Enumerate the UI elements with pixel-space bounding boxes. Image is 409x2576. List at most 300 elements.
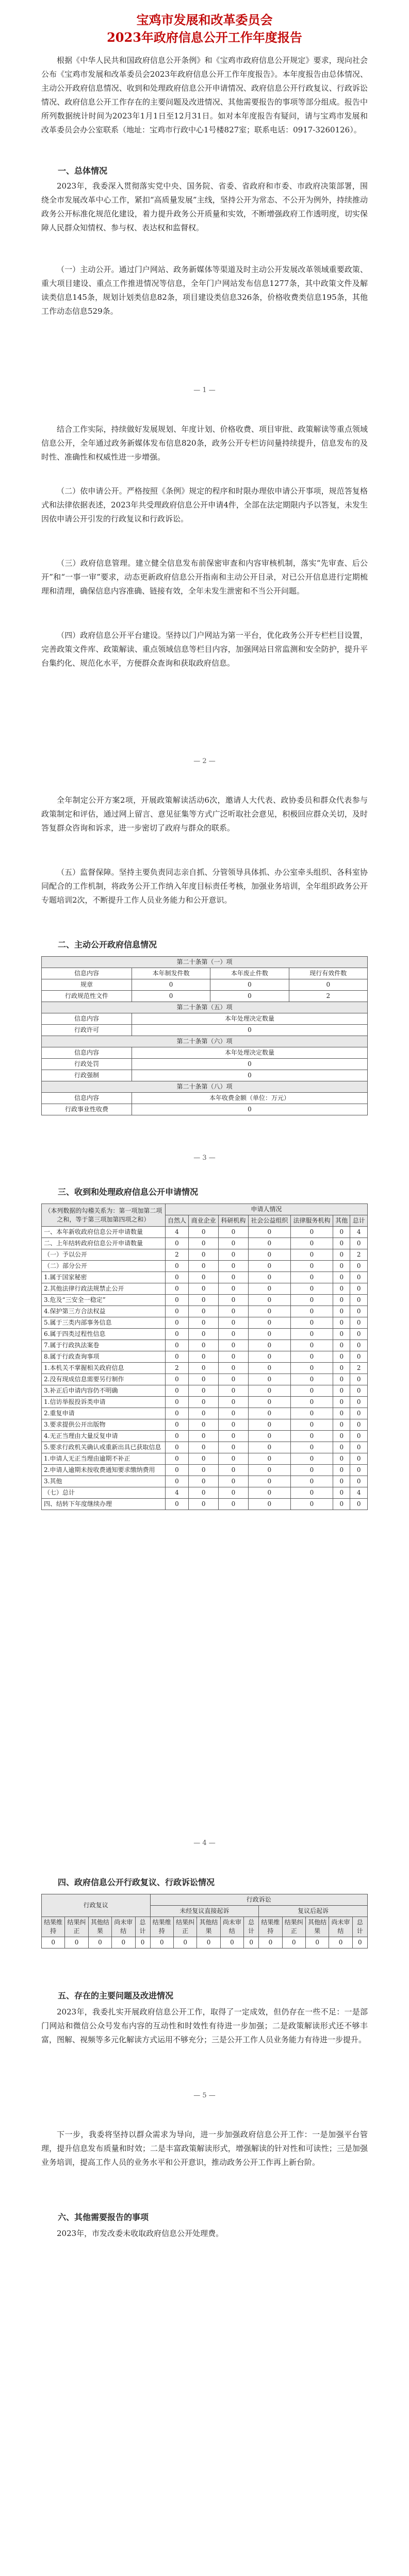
t3-cell: 0 [290, 1317, 333, 1329]
t3-cell: 0 [165, 1453, 189, 1465]
t3-cell: 0 [350, 1272, 368, 1283]
t2-cell: 0 [132, 991, 210, 1002]
t3-cell: 0 [290, 1295, 333, 1306]
t3-cell: 0 [290, 1499, 333, 1510]
t3-cell: 0 [333, 1408, 350, 1419]
t3-cell: 0 [290, 1385, 333, 1397]
t3-cell: 0 [189, 1249, 219, 1261]
t3-cell: 0 [219, 1397, 249, 1408]
t3-cell: 0 [350, 1465, 368, 1476]
t3-cell: 0 [165, 1408, 189, 1419]
t3-cell: 4 [350, 1487, 368, 1499]
t4-col: 尚未审结 [112, 1917, 135, 1937]
t3-cell: 0 [290, 1442, 333, 1453]
page-number-2: — 2 — [193, 757, 216, 765]
t3-cell: 0 [290, 1476, 333, 1487]
t3-cell: 0 [165, 1465, 189, 1476]
t3-cell: 0 [290, 1453, 333, 1465]
t3-cell: 0 [219, 1295, 249, 1306]
t3-cell: 0 [189, 1431, 219, 1442]
t3-cell: 0 [350, 1374, 368, 1385]
t3-cell: 0 [333, 1340, 350, 1351]
t3-cell: 0 [290, 1408, 333, 1419]
t3-cell: 0 [189, 1227, 219, 1238]
t3-cell: 0 [189, 1272, 219, 1283]
t3-cell: 0 [248, 1340, 290, 1351]
t4-col: 结果纠正 [65, 1917, 88, 1937]
t3-cell: 0 [248, 1227, 290, 1238]
t3-cell: 0 [165, 1499, 189, 1510]
t3-cell: 0 [248, 1419, 290, 1431]
t3-row-label: 2.重复申请 [42, 1408, 166, 1419]
t3-cell: 0 [350, 1408, 368, 1419]
t2-head-3: 第二十条第（六）项 [42, 1036, 368, 1047]
t3-cell: 0 [248, 1261, 290, 1272]
t3-cell: 0 [290, 1487, 333, 1499]
t3-cell: 0 [333, 1499, 350, 1510]
t3-cell: 0 [248, 1329, 290, 1340]
report-title-line1: 宝鸡市发展和改革委员会 [136, 12, 273, 27]
t3-cell: 0 [165, 1317, 189, 1329]
t2-col: 本年制发件数 [132, 968, 210, 979]
t3-cell: 0 [333, 1295, 350, 1306]
table-row [42, 1453, 368, 1465]
t3-cell: 2 [350, 1363, 368, 1374]
t4-cell: 0 [220, 1937, 243, 1948]
t3-cell: 0 [333, 1317, 350, 1329]
t2-col: 本年处理决定数量 [132, 1013, 367, 1025]
t3-row-label: 四、结转下年度继续办理 [42, 1499, 166, 1510]
t3-cell: 0 [219, 1431, 249, 1442]
t4-col: 总计 [135, 1917, 150, 1937]
t3-cell: 0 [189, 1283, 219, 1295]
t3-cell: 0 [350, 1283, 368, 1295]
t3-cell: 0 [219, 1374, 249, 1385]
t3-cell: 0 [165, 1351, 189, 1363]
table-row [42, 1385, 368, 1397]
t3-row-label: 5.属于三类内部事务信息 [42, 1317, 166, 1329]
t2-head-2: 第二十条第（五）项 [42, 1002, 368, 1013]
t3-cell: 0 [189, 1317, 219, 1329]
t3-cell: 0 [189, 1385, 219, 1397]
t3-cell: 0 [189, 1476, 219, 1487]
t2-col: 信息内容 [42, 968, 132, 979]
t3-cell: 0 [165, 1261, 189, 1272]
t3-cell: 0 [290, 1238, 333, 1249]
t3-cell: 0 [350, 1431, 368, 1442]
t4-cell: 0 [352, 1937, 367, 1948]
t3-row-label: 7.属于行政执法案卷 [42, 1340, 166, 1351]
t4-sub-b2: 复议后起诉 [259, 1906, 368, 1917]
t2-cell: 0 [132, 1104, 367, 1115]
t4-cell: 0 [42, 1937, 65, 1948]
t4-col: 结果纠正 [174, 1917, 197, 1937]
t3-row-label: 2.其他法律行政法规禁止公开 [42, 1283, 166, 1295]
t2-cell: 0 [210, 979, 289, 991]
t3-cell: 0 [290, 1351, 333, 1363]
t4-col: 总计 [244, 1917, 259, 1937]
t2-cell: 规章 [42, 979, 132, 991]
t3-cell: 0 [350, 1238, 368, 1249]
t3-cell: 0 [219, 1385, 249, 1397]
t4-cell: 0 [65, 1937, 88, 1948]
t3-cell: 0 [189, 1408, 219, 1419]
t3-cell: 0 [350, 1453, 368, 1465]
page-number-3: — 3 — [193, 1154, 216, 1162]
table-row [42, 1431, 368, 1442]
table-row [42, 1340, 368, 1351]
t3-cell: 0 [219, 1476, 249, 1487]
t2-head-1: 第二十条第（一）项 [42, 957, 368, 968]
t3-cell: 2 [350, 1249, 368, 1261]
page-2-paragraph-2: （二）依申请公开。严格按照《条例》规定的程序和时限办理依申请公开事项，规范答复格式和法律依据表述，2023年共受理政府信息公开申请4件，全部在法定期限内予以答复，未发生因依申请公开引发的行政复议和行政诉讼。 [41, 486, 368, 523]
t3-cell: 0 [165, 1476, 189, 1487]
t2-cell: 0 [132, 979, 210, 991]
t3-cell: 0 [165, 1397, 189, 1408]
t3-cell: 0 [290, 1306, 333, 1317]
page-2-paragraph-1: 结合工作实际，持续做好发展规划、年度计划、价格收费、项目审批、政策解读等重点领域信息公开，全年通过政务新媒体发布信息820条，政务公开专栏访问量持续提升，信息发布的及时性、准确性和权威性进一步增强。 [41, 425, 368, 462]
t3-cell: 0 [219, 1453, 249, 1465]
table-row [42, 1283, 368, 1295]
t4-col: 尚未审结 [329, 1917, 352, 1937]
t2-col: 本年处理决定数量 [132, 1047, 367, 1059]
t3-cell: 0 [333, 1442, 350, 1453]
table-row [42, 1419, 368, 1431]
t3-cell: 4 [165, 1227, 189, 1238]
t3-cell: 0 [350, 1295, 368, 1306]
t2-cell: 0 [210, 991, 289, 1002]
t3-cell: 0 [219, 1419, 249, 1431]
t3-cell: 0 [165, 1329, 189, 1340]
table-row [42, 1397, 368, 1408]
table-row [42, 1261, 368, 1272]
t3-cell: 0 [248, 1397, 290, 1408]
t2-col: 信息内容 [42, 1047, 132, 1059]
section-6-paragraph-1: 2023年，市发改委未收取政府信息公开处理费。 [57, 2229, 224, 2238]
t3-cell: 0 [165, 1385, 189, 1397]
table-row [42, 1238, 368, 1249]
section-1-paragraph-2: （一）主动公开。通过门户网站、政务新媒体等渠道及时主动公开发展改革领域重要政策、重大项目建设、重点工作推进情况等信息，全年门户网站发布信息1277条，其中政策文件及解读类信息145条，规划计划类信息82条，项目建设类信息326条，价格收费类信息195条，其他工作动态信息529条。 [41, 265, 368, 316]
t3-cell: 0 [290, 1329, 333, 1340]
t2-cell: 0 [289, 979, 367, 991]
t3-cell: 0 [333, 1476, 350, 1487]
t3-cell: 4 [165, 1487, 189, 1499]
table-row [42, 1442, 368, 1453]
t4-cell: 0 [306, 1937, 329, 1948]
t3-cell: 0 [219, 1317, 249, 1329]
t3-cell: 0 [350, 1499, 368, 1510]
t3-cell: 0 [248, 1442, 290, 1453]
t3-cell: 0 [219, 1487, 249, 1499]
t4-cell: 0 [329, 1937, 352, 1948]
t3-cell: 0 [333, 1363, 350, 1374]
t4-cell: 0 [174, 1937, 197, 1948]
t4-col: 结果维持 [150, 1917, 173, 1937]
t3-row-label: 一、本年新收政府信息公开申请数量 [42, 1227, 166, 1238]
t3-row-label: 2.申请人逾期未按收费通知要求缴纳费用 [42, 1465, 166, 1476]
t4-cell: 0 [88, 1937, 111, 1948]
t3-cell: 0 [248, 1499, 290, 1510]
t3-cell: 0 [333, 1261, 350, 1272]
table-row [42, 1272, 368, 1283]
report-title-line2: 2023年政府信息公开工作年度报告 [107, 30, 302, 45]
t3-cell: 0 [290, 1261, 333, 1272]
t2-cell: 行政规范性文件 [42, 991, 132, 1002]
t4-col: 结果维持 [42, 1917, 65, 1937]
t4-cell: 0 [112, 1937, 135, 1948]
t4-head-b: 行政诉讼 [150, 1894, 367, 1906]
t4-cell: 0 [244, 1937, 259, 1948]
t3-cell: 0 [333, 1397, 350, 1408]
t3-cell: 0 [333, 1385, 350, 1397]
t3-cell: 0 [189, 1295, 219, 1306]
t2-cell: 行政处罚 [42, 1059, 132, 1070]
t2-cell: 0 [132, 1059, 367, 1070]
review-litigation-table [41, 1894, 368, 1948]
t3-cell: 0 [219, 1465, 249, 1476]
t3-cell: 0 [290, 1363, 333, 1374]
t2-cell: 0 [132, 1070, 367, 1081]
t3-cell: 0 [333, 1272, 350, 1283]
t3-cell: 0 [333, 1374, 350, 1385]
t3-cell: 0 [219, 1499, 249, 1510]
t3-cell: 0 [189, 1238, 219, 1249]
t3-cell: 0 [350, 1351, 368, 1363]
t3-cell: 0 [350, 1317, 368, 1329]
t3-cell: 0 [333, 1419, 350, 1431]
section-1-paragraph-1: 2023年，我委深入贯彻落实党中央、国务院、省委、省政府和市委、市政府决策部署，围绕全市发展改革中心工作，紧扣“高质量发展”主线，坚持公开为常态、不公开为例外，持续推动政务公开标准化规范化建设，着力提升政务公开质量和实效，不断增强政府工作透明度，切实保障人民群众知情权、参与权、表达权和监督权。 [41, 181, 368, 232]
section-4-title: 四、政府信息公开行政复议、行政诉讼情况 [58, 1877, 215, 1887]
t3-cell: 0 [290, 1465, 333, 1476]
t3-cell: 0 [248, 1351, 290, 1363]
t3-cell: 0 [290, 1227, 333, 1238]
t2-cell: 行政强制 [42, 1070, 132, 1081]
t3-row-label: 4.保护第三方合法权益 [42, 1306, 166, 1317]
t3-col: 科研机构 [219, 1215, 249, 1227]
t3-cell: 0 [333, 1329, 350, 1340]
t3-cell: 0 [248, 1306, 290, 1317]
t3-cell: 0 [189, 1487, 219, 1499]
table-row [42, 1351, 368, 1363]
intro-paragraph: 根据《中华人民共和国政府信息公开条例》和《宝鸡市政府信息公开规定》要求，现向社会公布《宝鸡市发展和改革委员会2023年政府信息公开工作年度报告》。本年度报告由总体情况、主动公开政府信息情况、收到和处理政府信息公开申请情况、政府信息公开行政复议、行政诉讼情况、政府信息公开工作存在的主要问题及改进情况、其他需要报告的事项等部分组成。报告中所列数据统计时间为2023年1月1日至12月31日。如对本年度报告有疑问，请与宝鸡市发展和改革委员会办公室联系（地址：宝鸡市行政中心1号楼827室；联系电话：0917-3260126）。 [41, 56, 368, 134]
t3-cell: 0 [290, 1249, 333, 1261]
t3-cell: 0 [248, 1238, 290, 1249]
t3-cell: 4 [350, 1227, 368, 1238]
t3-col: 自然人 [165, 1215, 189, 1227]
t3-cell: 0 [333, 1227, 350, 1238]
t3-cell: 0 [248, 1453, 290, 1465]
t3-cell: 0 [290, 1283, 333, 1295]
section-2-title: 二、主动公开政府信息情况 [58, 940, 157, 950]
section-5-paragraph-1: 2023年，我委扎实开展政府信息公开工作，取得了一定成效，但仍存在一些不足：一是部门网站和微信公众号发布内容的互动性和时效性有待进一步加强；二是政策解读形式还不够丰富，图解、视频等多元化解读方式运用不够充分；三是公开工作人员业务能力有待进一步提升。 [41, 2007, 368, 2044]
section-6-title: 六、其他需要报告的事项 [58, 2212, 149, 2222]
t3-cell: 0 [165, 1340, 189, 1351]
t3-cell: 0 [219, 1238, 249, 1249]
t3-col: 其他 [333, 1215, 350, 1227]
t3-cell: 0 [333, 1306, 350, 1317]
section-3-title: 三、收到和处理政府信息公开申请情况 [58, 1187, 199, 1197]
t3-cell: 2 [165, 1249, 189, 1261]
t3-cell: 0 [248, 1317, 290, 1329]
t3-cell: 0 [189, 1329, 219, 1340]
t3-cell: 0 [248, 1249, 290, 1261]
table-row [42, 1487, 368, 1499]
t3-row-label: （一）予以公开 [42, 1249, 166, 1261]
t3-cell: 0 [165, 1442, 189, 1453]
table-row [42, 1317, 368, 1329]
t3-cell: 0 [189, 1419, 219, 1431]
table-row [42, 1408, 368, 1419]
t3-cell: 0 [333, 1431, 350, 1442]
table-row [42, 1374, 368, 1385]
t3-cell: 0 [219, 1408, 249, 1419]
t3-row-label: （二）部分公开 [42, 1261, 166, 1272]
t4-sub-b1: 未经复议直接起诉 [150, 1906, 259, 1917]
t3-cell: 0 [248, 1363, 290, 1374]
page-number-5: — 5 — [193, 2092, 216, 2099]
t3-cell: 0 [189, 1340, 219, 1351]
t3-cell: 0 [248, 1385, 290, 1397]
t3-cell: 0 [290, 1340, 333, 1351]
t3-row-label: 3.要求提供公开出版物 [42, 1419, 166, 1431]
section-5-paragraph-2: 下一步，我委将坚持以群众需求为导向，进一步加强政府信息公开工作：一是加强平台管理，提升信息发布质量和时效；二是丰富政策解读形式，增强解读的针对性和可读性；三是加强业务培训，提高工作人员的业务水平和公开意识，推动政务公开工作再上新台阶。 [41, 2130, 368, 2167]
t4-cell: 0 [135, 1937, 150, 1948]
t3-cell: 0 [333, 1351, 350, 1363]
active-disclosure-table [41, 956, 368, 1115]
t4-cell: 0 [197, 1937, 220, 1948]
t3-cell: 0 [189, 1374, 219, 1385]
t3-cell: 0 [350, 1385, 368, 1397]
t3-cell: 0 [350, 1329, 368, 1340]
t3-cell: 0 [189, 1351, 219, 1363]
section-5-title: 五、存在的主要问题及改进情况 [58, 1991, 174, 2001]
page-2-paragraph-3: （三）政府信息管理。建立健全信息发布前保密审查和内容审核机制，落实“先审查、后公开”和“一事一审”要求，动态更新政府信息公开指南和主动公开目录，对已公开信息进行定期梳理和清理，确保信息内容准确、链接有效，全年未发生泄密和不当公开问题。 [41, 558, 368, 596]
t4-col: 结果纠正 [282, 1917, 305, 1937]
t3-row-label: 5.要求行政机关确认或重新出具已获取信息 [42, 1442, 166, 1453]
table-row [42, 1249, 368, 1261]
t3-cell: 0 [350, 1442, 368, 1453]
t3-cell: 0 [219, 1340, 249, 1351]
table-row [42, 1499, 368, 1510]
t3-cell: 0 [248, 1283, 290, 1295]
t3-cell: 0 [248, 1465, 290, 1476]
t3-col: 商业企业 [189, 1215, 219, 1227]
t3-cell: 0 [165, 1283, 189, 1295]
t3-cell: 0 [248, 1408, 290, 1419]
t3-cell: 0 [333, 1465, 350, 1476]
t3-cell: 0 [219, 1306, 249, 1317]
t3-cell: 0 [165, 1431, 189, 1442]
t3-row-label: 3.补正后申请内容仍不明确 [42, 1385, 166, 1397]
t3-cell: 0 [248, 1374, 290, 1385]
t2-cell: 2 [289, 991, 367, 1002]
t2-col: 本年废止件数 [210, 968, 289, 979]
t3-cell: 0 [248, 1476, 290, 1487]
t3-row-label: （七）总计 [42, 1487, 166, 1499]
t3-cell: 0 [248, 1487, 290, 1499]
t3-cell: 0 [165, 1419, 189, 1431]
t3-cell: 0 [219, 1261, 249, 1272]
t3-cell: 0 [290, 1419, 333, 1431]
t3-cell: 0 [189, 1397, 219, 1408]
t3-cell: 0 [165, 1306, 189, 1317]
t3-cell: 0 [290, 1272, 333, 1283]
t3-cell: 0 [189, 1363, 219, 1374]
page-3-paragraph-1: 全年制定公开方案2项，开展政策解读活动6次，邀请人大代表、政协委员和群众代表参与政策制定和评估，通过网上留言、意见征集等方式广泛听取社会意见，积极回应群众关切，及时答复群众咨询和诉求，进一步密切了政府与群众的联系。 [41, 795, 368, 833]
t3-cell: 0 [189, 1306, 219, 1317]
t4-col: 其他结果 [197, 1917, 220, 1937]
t4-col: 总计 [352, 1917, 367, 1937]
page-2-paragraph-4: （四）政府信息公开平台建设。坚持以门户网站为第一平台，优化政务公开专栏栏目设置，完善政策文件库、政策解读、重点领域信息等栏目内容，加强网站日常监测和安全防护，提升平台集约化、规范化水平，方便群众查询和获取政府信息。 [41, 631, 368, 668]
t3-cell: 0 [219, 1227, 249, 1238]
t3-row-label: 3.危及“三安全一稳定” [42, 1295, 166, 1306]
t3-cell: 0 [189, 1442, 219, 1453]
t3-col: 法律服务机构 [290, 1215, 333, 1227]
t3-cell: 0 [290, 1374, 333, 1385]
t3-cell: 0 [189, 1465, 219, 1476]
t3-cell: 0 [219, 1363, 249, 1374]
t3-cell: 0 [350, 1476, 368, 1487]
t4-cell: 0 [150, 1937, 173, 1948]
t3-cell: 0 [189, 1499, 219, 1510]
t3-cell: 2 [165, 1363, 189, 1374]
t3-row-label: 6.属于四类过程性信息 [42, 1329, 166, 1340]
t3-cell: 0 [248, 1431, 290, 1442]
t3-cell: 0 [248, 1272, 290, 1283]
t2-col: 现行有效件数 [289, 968, 367, 979]
t3-cell: 0 [290, 1397, 333, 1408]
t3-row-label: 8.属于行政查询事项 [42, 1351, 166, 1363]
t3-cell: 0 [165, 1295, 189, 1306]
application-table [41, 1204, 368, 1510]
table-row [42, 1465, 368, 1476]
t3-cell: 0 [219, 1249, 249, 1261]
t3-cell: 0 [350, 1397, 368, 1408]
t3-row-label: 二、上年结转政府信息公开申请数量 [42, 1238, 166, 1249]
t2-cell: 行政许可 [42, 1025, 132, 1036]
table-row [42, 1306, 368, 1317]
t3-cell: 0 [219, 1272, 249, 1283]
t3-row-label: 3.其他 [42, 1476, 166, 1487]
table-row [42, 1329, 368, 1340]
table-row [42, 1476, 368, 1487]
t3-cell: 0 [350, 1261, 368, 1272]
t2-col: 信息内容 [42, 1013, 132, 1025]
t3-cell: 0 [333, 1249, 350, 1261]
t2-col: 本年收费金额（单位：万元） [132, 1093, 367, 1104]
t3-cell: 0 [290, 1431, 333, 1442]
t3-row-label: 2.没有现成信息需要另行制作 [42, 1374, 166, 1385]
t3-cell: 0 [350, 1419, 368, 1431]
t3-col: 总计 [350, 1215, 368, 1227]
t2-cell: 0 [132, 1025, 367, 1036]
t3-row-label: 1.申请人无正当理由逾期不补正 [42, 1453, 166, 1465]
t3-cell: 0 [165, 1272, 189, 1283]
t3-cell: 0 [350, 1306, 368, 1317]
t3-cell: 0 [219, 1442, 249, 1453]
t3-row-label: 1.本机关不掌握相关政府信息 [42, 1363, 166, 1374]
t3-cell: 0 [248, 1295, 290, 1306]
page-number-4: — 4 — [193, 1839, 216, 1847]
t2-head-4: 第二十条第（八）项 [42, 1081, 368, 1093]
t4-head-a: 行政复议 [42, 1894, 151, 1917]
t4-cell: 0 [282, 1937, 305, 1948]
t2-cell: 行政事业性收费 [42, 1104, 132, 1115]
t3-head-main: （本列数据的勾稽关系为：第一项加第二项之和，等于第三项加第四项之和） [42, 1204, 166, 1227]
t3-cell: 0 [333, 1283, 350, 1295]
table-row [42, 1295, 368, 1306]
t3-row-label: 4.无正当理由大量反复申请 [42, 1431, 166, 1442]
